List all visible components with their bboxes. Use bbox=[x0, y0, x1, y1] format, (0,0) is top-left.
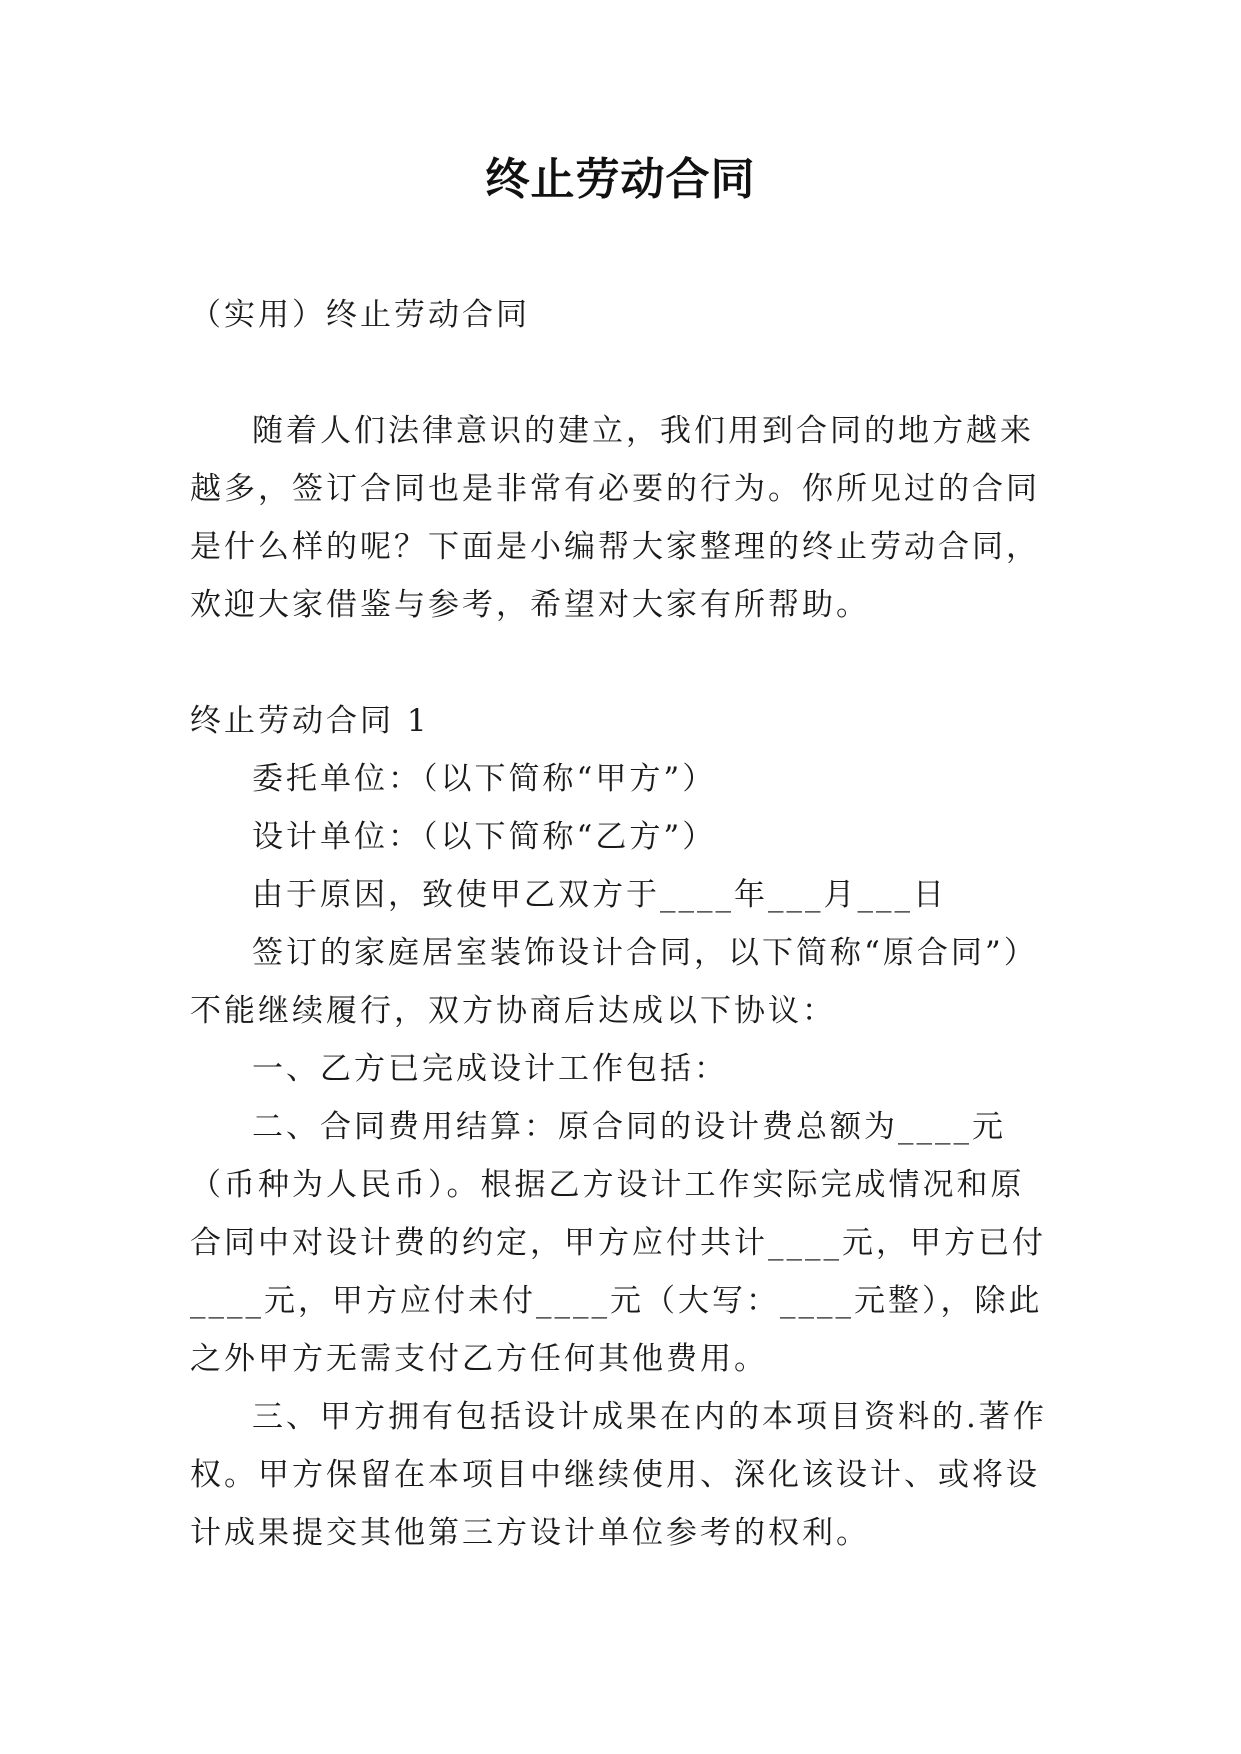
document-subtitle: （实用）终止劳动合同 bbox=[190, 297, 530, 333]
document-body bbox=[190, 286, 1055, 1562]
original-contract-paragraph: 签订的家庭居室装饰设计合同，以下简称“原合同”）不能继续履行，双方协商后达成以下协议： bbox=[190, 935, 1038, 1029]
design-unit-line: 设计单位：（以下简称“乙方”） bbox=[252, 819, 717, 855]
clause-three: 三、甲方拥有包括设计成果在内的本项目资料的.著作权。甲方保留在本项目中继续使用、深化该设计、或将设计成果提交其他第三方设计单位参考的权利。 bbox=[190, 1399, 1047, 1551]
clause-two: 二、合同费用结算：原合同的设计费总额为____元（币种为人民币）。根据乙方设计工作实际完成情况和原合同中对设计费的约定，甲方应付共计____元，甲方已付____元，甲方应付未付____元（大写：____元整），除此之外甲方无需支付乙方任何其他费用。 bbox=[190, 1109, 1046, 1377]
clause-one: 一、乙方已完成设计工作包括： bbox=[252, 1051, 728, 1087]
client-unit-line: 委托单位：（以下简称“甲方”） bbox=[252, 761, 717, 797]
section-heading: 终止劳动合同 1 bbox=[190, 703, 430, 739]
document-title: 终止劳动合同 bbox=[485, 154, 756, 205]
spacer bbox=[190, 634, 1055, 692]
spacer bbox=[190, 344, 1055, 402]
reason-date-line: 由于原因，致使甲乙双方于____年___月___日 bbox=[252, 877, 947, 913]
intro-paragraph: 随着人们法律意识的建立，我们用到合同的地方越来越多，签订合同也是非常有必要的行为。你所见过的合同是什么样的呢？下面是小编帮大家整理的终止劳动合同，欢迎大家借鉴与参考，希望对大家有所帮助。 bbox=[190, 413, 1040, 623]
